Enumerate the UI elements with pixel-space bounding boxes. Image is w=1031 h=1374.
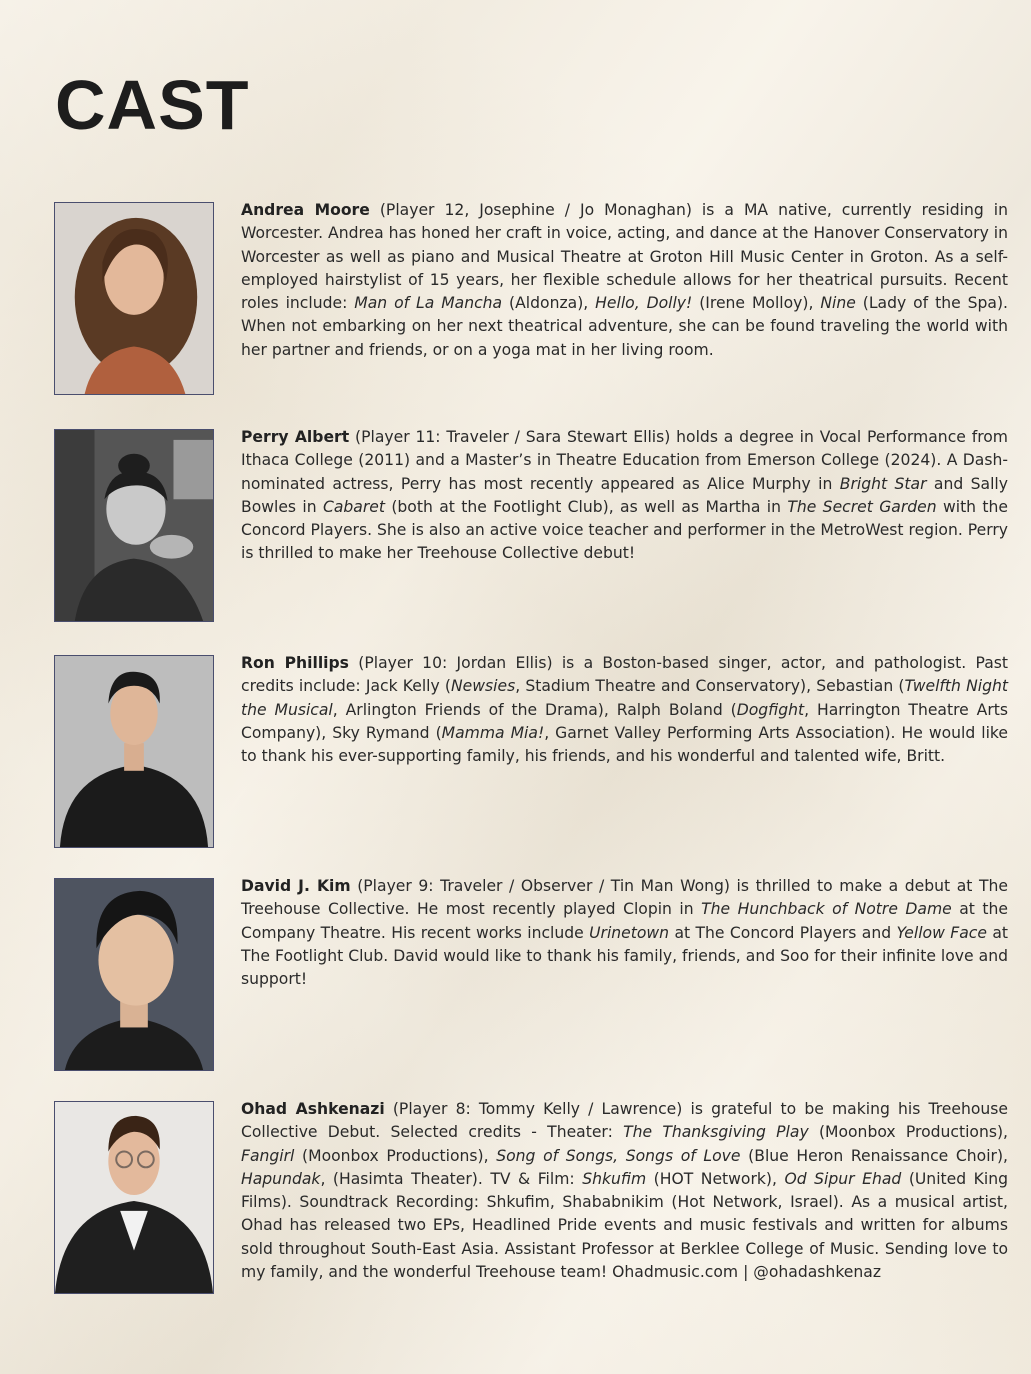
bio-title-italic: Cabaret bbox=[322, 497, 385, 516]
bio-segment: at The Footlight Club. David would like to thank his family, friends, and Soo for their infinite love and support! bbox=[241, 923, 1008, 989]
bio-text bbox=[241, 875, 1008, 991]
cast-name: Perry Albert bbox=[241, 428, 350, 446]
bio-segment: (Player 9: Traveler / Observer / Tin Man Wong) is thrilled to make a debut at The Treehouse Collective. He most recently played Clopin in bbox=[241, 877, 1008, 919]
bio-segment: (Moonbox Productions), bbox=[294, 1146, 497, 1165]
bio-segment: (Blue Heron Renaissance Choir), bbox=[740, 1146, 1008, 1165]
bio-body bbox=[241, 1100, 1008, 1281]
bio-title-italic: Yellow Face bbox=[896, 923, 987, 942]
bio-title-italic: Dogfight bbox=[736, 700, 805, 719]
bio-body bbox=[241, 877, 1008, 988]
bio-segment: (Player 11: Traveler / Sara Stewart Ellis) holds a degree in Vocal Performance from Ithaca College (2011) and a Master’s in Theatre Education from Emerson College (2024). A Dash-nominated actress, Perry has most recently appeared as Alice Murphy in bbox=[241, 428, 1008, 493]
bio-segment: , (Hasimta Theater). TV & Film: bbox=[320, 1169, 583, 1188]
bio-body bbox=[241, 201, 1008, 359]
bio-title-italic: The Thanksgiving Play bbox=[623, 1123, 809, 1142]
page-title: CAST bbox=[55, 66, 250, 144]
bio-title-italic: Hapundak bbox=[241, 1169, 321, 1188]
bio-segment: (Player 12, Josephine / Jo Monaghan) is a MA native, currently residing in Worcester. Andrea has honed her craft in voice, acting, and dance at the Hanover Conservatory in Worcester as well as piano and Musical Theatre at Groton Hill Music Center in Groton. As a self-employed hairstylist of 15 years, her flexible schedule allows for her theatrical pursuits. Recent roles include: bbox=[241, 201, 1008, 313]
bio-segment: (both at the Footlight Club), as well as Martha in bbox=[384, 497, 788, 516]
bio-segment: (Irene Molloy), bbox=[692, 294, 821, 313]
bio-segment: with the Concord Players. She is also an active voice teacher and performer in the MetroWest region. Perry is thrilled to make her Treehouse Collective debut! bbox=[241, 497, 1009, 563]
bio-text bbox=[241, 1098, 1008, 1284]
bio-title-italic: Shkufim bbox=[582, 1169, 647, 1188]
bio-title-italic: The Secret Garden bbox=[787, 497, 937, 516]
bio-title-italic: Mamma Mia! bbox=[441, 723, 545, 742]
bio-title-italic: Nine bbox=[820, 294, 856, 313]
bio-title-italic: Od Sipur Ehad bbox=[784, 1169, 902, 1188]
bio-title-italic: Song of Songs, Songs of Love bbox=[496, 1146, 741, 1165]
bio-segment: , Arlington Friends of the Drama), Ralph Boland ( bbox=[332, 700, 737, 719]
headshot-photo bbox=[54, 655, 214, 848]
bio-text bbox=[241, 199, 1008, 362]
bio-title-italic: Hello, Dolly! bbox=[595, 294, 693, 313]
bio-segment: and Sally Bowles in bbox=[241, 474, 1008, 516]
bio-title-italic: Fangirl bbox=[241, 1146, 295, 1165]
cast-name: Andrea Moore bbox=[241, 201, 370, 219]
bio-segment: (Player 10: Jordan Ellis) is a Boston-based singer, actor, and pathologist. Past credits include: Jack Kelly ( bbox=[241, 654, 1008, 696]
bio-title-italic: Bright Star bbox=[839, 474, 927, 493]
headshot-photo bbox=[54, 429, 214, 622]
bio-segment: at The Concord Players and bbox=[669, 923, 897, 942]
bio-body bbox=[241, 654, 1008, 765]
bio-title-italic: Twelfth Night the Musical bbox=[241, 677, 1008, 719]
bio-segment: (Lady of the Spa). When not embarking on her next theatrical adventure, she can be found traveling the world with her partner and friends, or on a yoga mat in her living room. bbox=[241, 294, 1009, 359]
bio-segment: at the Company Theatre. His recent works include bbox=[241, 900, 1008, 942]
bio-segment: , Stadium Theatre and Conservatory), Sebastian ( bbox=[515, 677, 905, 696]
headshot-photo bbox=[54, 878, 214, 1071]
bio-title-italic: The Hunchback of Notre Dame bbox=[701, 900, 952, 919]
bio-title-italic: Man of La Mancha bbox=[354, 294, 503, 313]
cast-name: David J. Kim bbox=[241, 877, 351, 895]
bio-text bbox=[241, 652, 1008, 768]
bio-segment: (HOT Network), bbox=[646, 1169, 785, 1188]
bio-title-italic: Urinetown bbox=[589, 923, 670, 942]
headshot-photo bbox=[54, 202, 214, 395]
bio-segment: , Garnet Valley Performing Arts Association). He would like to thank his ever-supporting family, his friends, and his wonderful and talented wife, Britt. bbox=[241, 723, 1008, 766]
bio-segment: (Moonbox Productions), bbox=[808, 1123, 1009, 1142]
headshot-photo bbox=[54, 1101, 214, 1294]
bio-body bbox=[241, 428, 1008, 562]
bio-text bbox=[241, 426, 1008, 566]
bio-segment: (Aldonza), bbox=[502, 294, 596, 313]
bio-segment: (Player 8: Tommy Kelly / Lawrence) is grateful to be making his Treehouse Collective Debut. Selected credits - Theater: bbox=[241, 1100, 1008, 1142]
bio-title-italic: Newsies bbox=[451, 677, 516, 696]
bio-segment: , Harrington Theatre Arts Company), Sky Rymand ( bbox=[241, 700, 1008, 742]
bio-segment: (United King Films). Soundtrack Recording: Shkufim, Shababnikim (Hot Network, Israel). As a musical artist, Ohad has released two EPs, Headlined Pride events and music festivals and written for albums sold throughout South-East Asia. Assistant Professor at Berklee College of Music. Sending love to my family, and the wonderful Treehouse team! Ohadmusic.com | @ohadashkenaz bbox=[241, 1169, 1008, 1282]
cast-name: Ohad Ashkenazi bbox=[241, 1100, 385, 1118]
cast-name: Ron Phillips bbox=[241, 654, 349, 672]
